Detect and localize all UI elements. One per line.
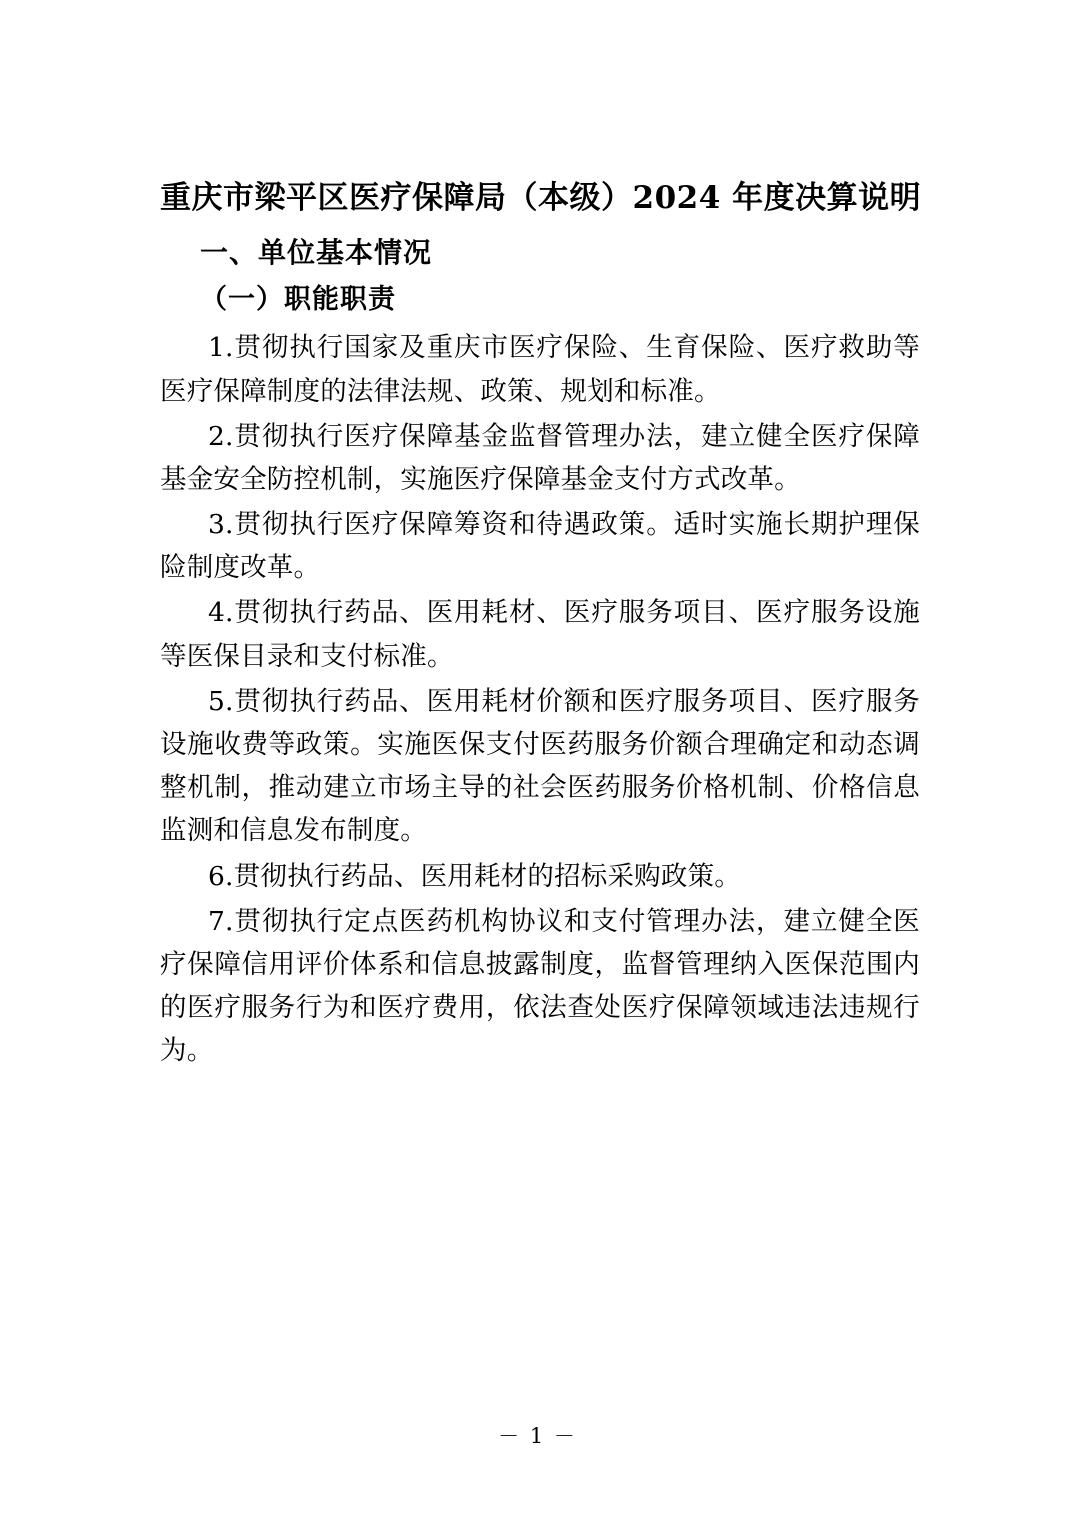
body-paragraph-2: 2.贯彻执行医疗保障基金监督管理办法，建立健全医疗保障基金安全防控机制，实施医疗保障基金支付方式改革。	[160, 420, 920, 495]
body-paragraph-3: 3.贯彻执行医疗保障筹资和待遇政策。适时实施长期护理保险制度改革。	[160, 509, 920, 584]
page-title: 重庆市梁平区医疗保障局（本级）2024 年度决算说明	[160, 180, 922, 216]
page-content	[160, 178, 920, 1075]
body-paragraph-7: 7.贯彻执行定点医药机构协议和支付管理办法，建立健全医疗保障信用评价体系和信息披露制度，监督管理纳入医保范围内的医疗服务行为和医疗费用，依法查处医疗保障领域违法违规行为。	[160, 905, 920, 1067]
page-number: － 1 －	[498, 1424, 577, 1448]
section-heading-1: 一、单位基本情况	[200, 235, 433, 269]
body-paragraph-1: 1.贯彻执行国家及重庆市医疗保险、生育保险、医疗救助等医疗保障制度的法律法规、政策、规划和标准。	[160, 332, 920, 407]
body-paragraph-5: 5.贯彻执行药品、医用耗材价额和医疗服务项目、医疗服务设施收费等政策。实施医保支付医药服务价额合理确定和动态调整机制，推动建立市场主导的社会医药服务价格机制、价格信息监测和信息发布制度。	[160, 685, 920, 847]
body-paragraph-6: 6.贯彻执行药品、医用耗材的招标采购政策。	[208, 860, 741, 892]
subsection-heading-1: （一）职能职责	[200, 283, 396, 315]
body-paragraph-4: 4.贯彻执行药品、医用耗材、医疗服务项目、医疗服务设施等医保目录和支付标准。	[160, 597, 920, 672]
